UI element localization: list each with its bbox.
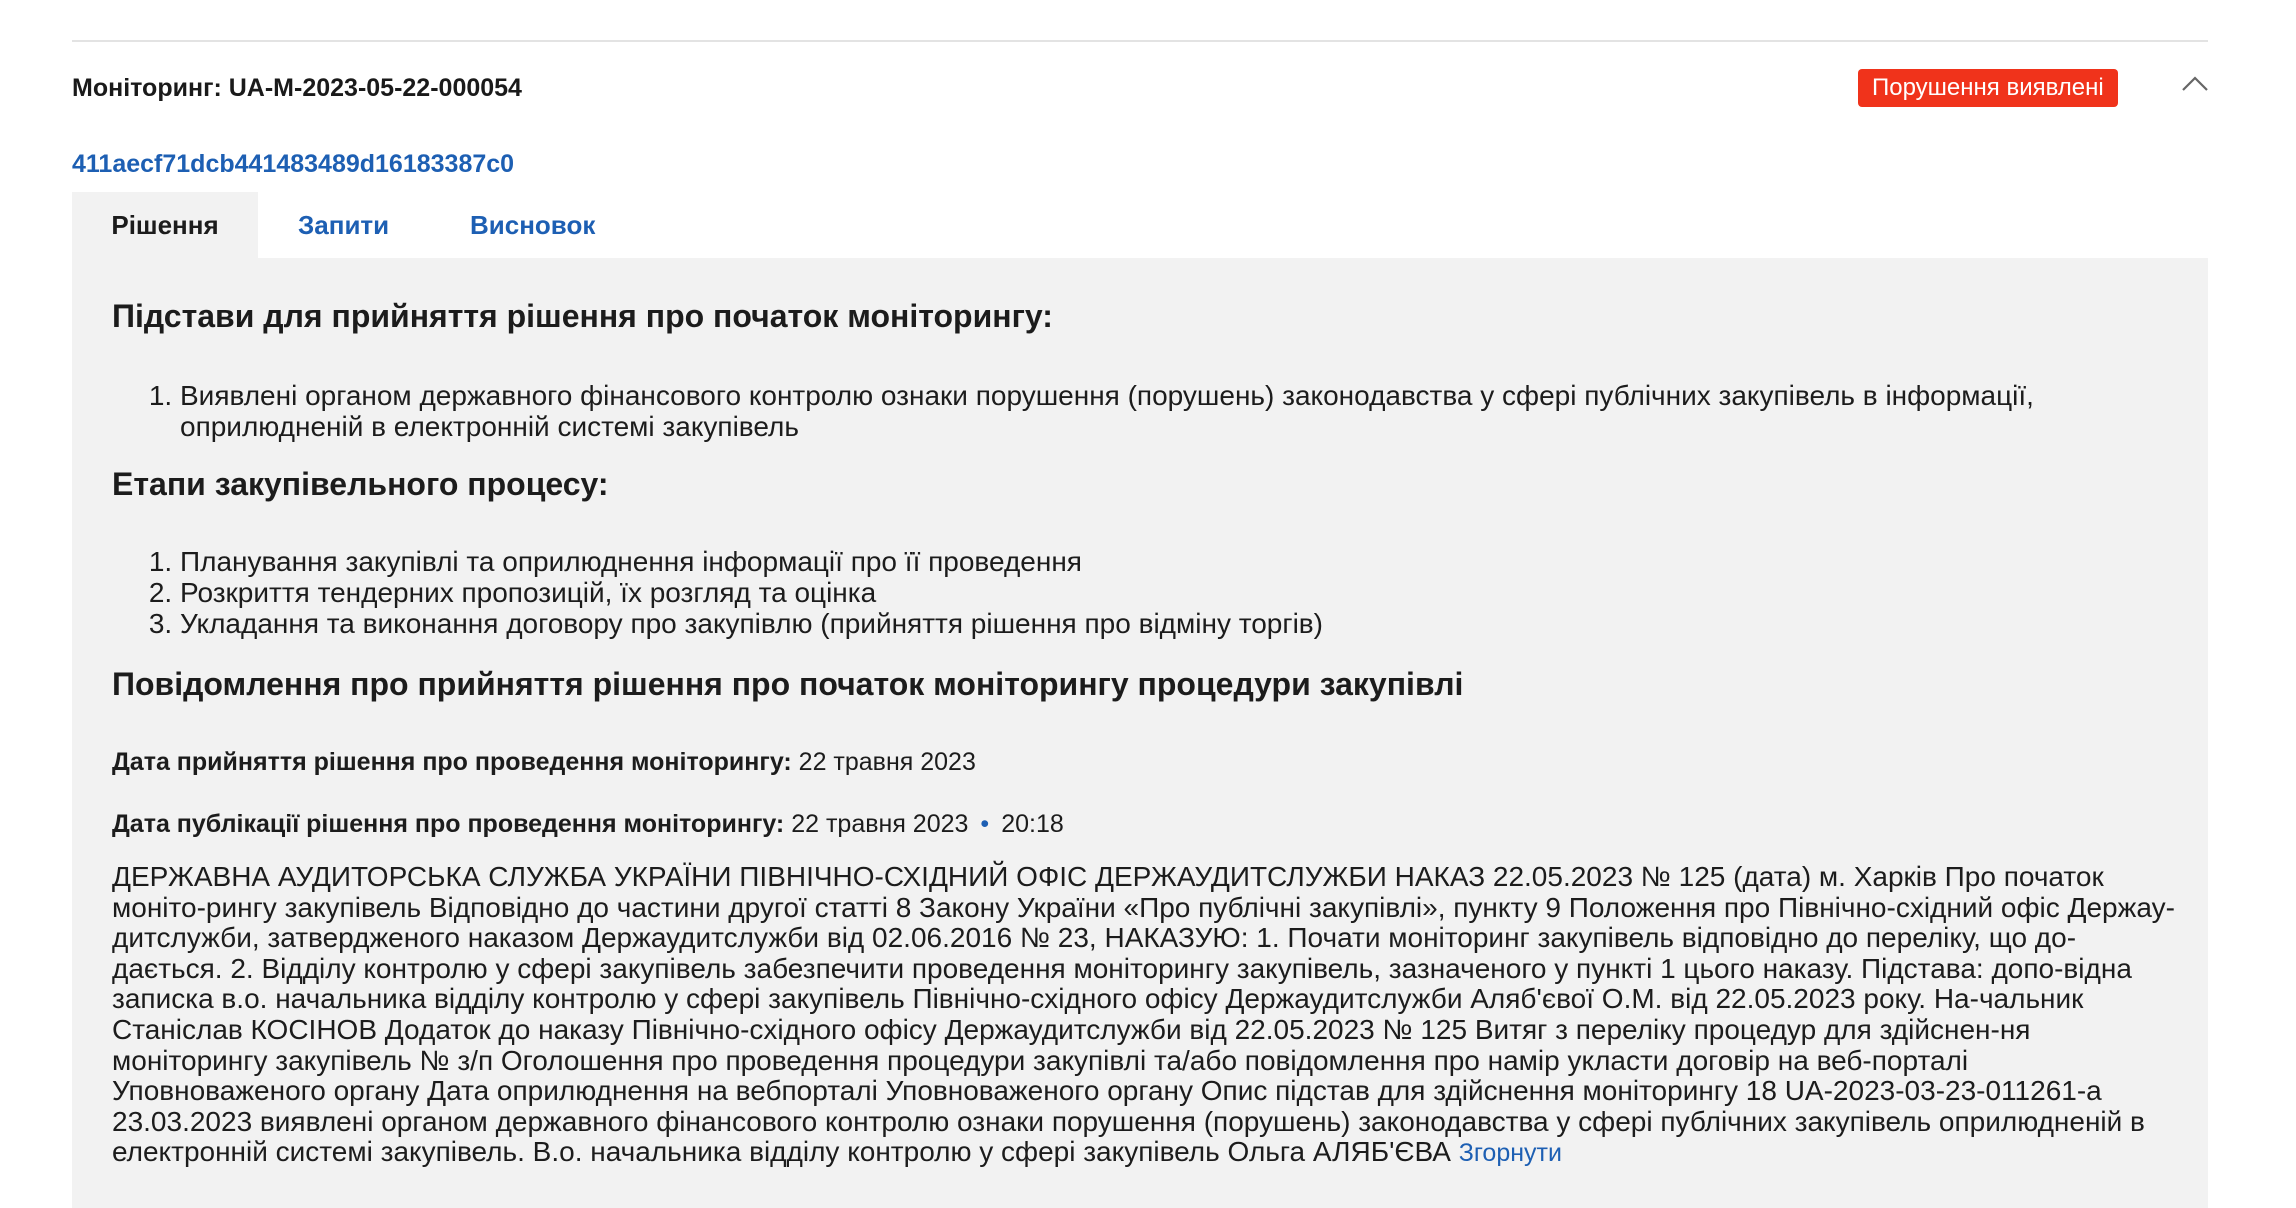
decision-date-label: Дата прийняття рішення про проведення моніторингу: bbox=[112, 748, 792, 776]
tab-requests[interactable]: Запити bbox=[298, 210, 390, 240]
notice-heading: Повідомлення про прийняття рішення про початок моніторингу процедури закупівлі bbox=[112, 666, 1464, 702]
top-divider bbox=[72, 40, 2208, 42]
tab-bar bbox=[72, 192, 2208, 258]
publication-date-label: Дата публікації рішення про проведення моніторингу: bbox=[112, 810, 785, 838]
monitoring-id-link[interactable]: 411aecf71dcb441483489d16183387c0 bbox=[72, 150, 515, 178]
list-item: 3. Укладання та виконання договору про закупівлю (прийняття рішення про відміну торгів) bbox=[180, 608, 2210, 639]
list-item: 2. Розкриття тендерних пропозицій, їх розгляд та оцінка bbox=[180, 577, 2210, 608]
list-item: 1. Планування закупівлі та оприлюднення інформації про її проведення bbox=[180, 546, 2210, 577]
grounds-list bbox=[112, 380, 2210, 442]
status-badge: Порушення виявлені bbox=[1858, 69, 2118, 107]
decision-date-value: 22 травня 2023 bbox=[798, 748, 976, 776]
publication-date-value: 22 травня 2023 bbox=[791, 810, 969, 838]
publication-date-row bbox=[112, 808, 1064, 840]
order-text-body: ДЕРЖАВНА АУДИТОРСЬКА СЛУЖБА УКРАЇНИ ПІВНІЧНО-СХІДНИЙ ОФІС ДЕРЖАУДИТСЛУЖБИ НАКАЗ 22.05.2023 № 125 (дата) м. Харків Про початок моніто-рингу закупівель Відповідно до частини другої статті 8 Закону України «Про публічні закупівлі», пункту 9 Положення про Північно-східний офіс Держау-дитслужби, затвердженого наказом Держаудитслужби від 02.06.2016 № 23, НАКАЗУЮ: 1. Почати моніторинг закупівель відповідно до переліку, що до-дається. 2. Відділу контролю у сфері закупівель забезпечити проведення моніторингу закупівель, зазначеного у пункті 1 цього наказу. Підстава: допо-відна записка в.о. начальника відділу контролю у сфері закупівель Північно-східного офісу Держаудитслужби Аляб'євої О.М. від 22.05.2023 року. На-чальник Станіслав КОСІНОВ Додаток до наказу Північно-східного офісу Держаудитслужби від 22.05.2023 № 125 Витяг з переліку процедур для здійснен-ня моніторингу закупівель № з/п Оголошення про проведення процедури закупівлі та/або повідомлення про намір укласти договір на веб-порталі Уповноваженого органу Дата оприлюднення на вебпорталі Уповноваженого органу Опис підстав для здійснення моніторингу 18 UA-2023-03-23-011261-a 23.03.2023 виявлені органом державного фінансового контролю ознаки порушення (порушень) законодавства у сфері публічних закупівель оприлюдненій в електронній системі закупівель. В.о. начальника відділу контролю у сфері закупівель Ольга АЛЯБ'ЄВА bbox=[112, 861, 2175, 1168]
grounds-heading: Підстави для прийняття рішення про початок моніторингу: bbox=[112, 298, 1053, 334]
stages-list bbox=[112, 546, 2210, 639]
list-item: 1. Виявлені органом державного фінансового контролю ознаки порушення (порушень) законодавства у сфері публічних закупівель в інформації, оприлюдненій в електронній системі закупівель bbox=[180, 380, 2210, 442]
decision-date-row bbox=[112, 746, 976, 778]
collapse-link[interactable]: Згорнути bbox=[1458, 1139, 1562, 1168]
tab-decision[interactable]: Рішення bbox=[72, 192, 258, 258]
monitoring-header bbox=[72, 72, 2208, 112]
separator-dot: • bbox=[980, 810, 990, 838]
tab-conclusion[interactable]: Висновок bbox=[470, 210, 596, 240]
stages-heading: Етапи закупівельного процесу: bbox=[112, 466, 609, 502]
monitoring-title: Моніторинг: UA-M-2023-05-22-000054 bbox=[72, 74, 522, 102]
publication-time-value: 20:18 bbox=[1001, 810, 1064, 838]
order-text bbox=[112, 862, 2182, 1169]
chevron-up-icon[interactable] bbox=[2175, 64, 2215, 104]
decision-panel bbox=[72, 258, 2208, 1208]
